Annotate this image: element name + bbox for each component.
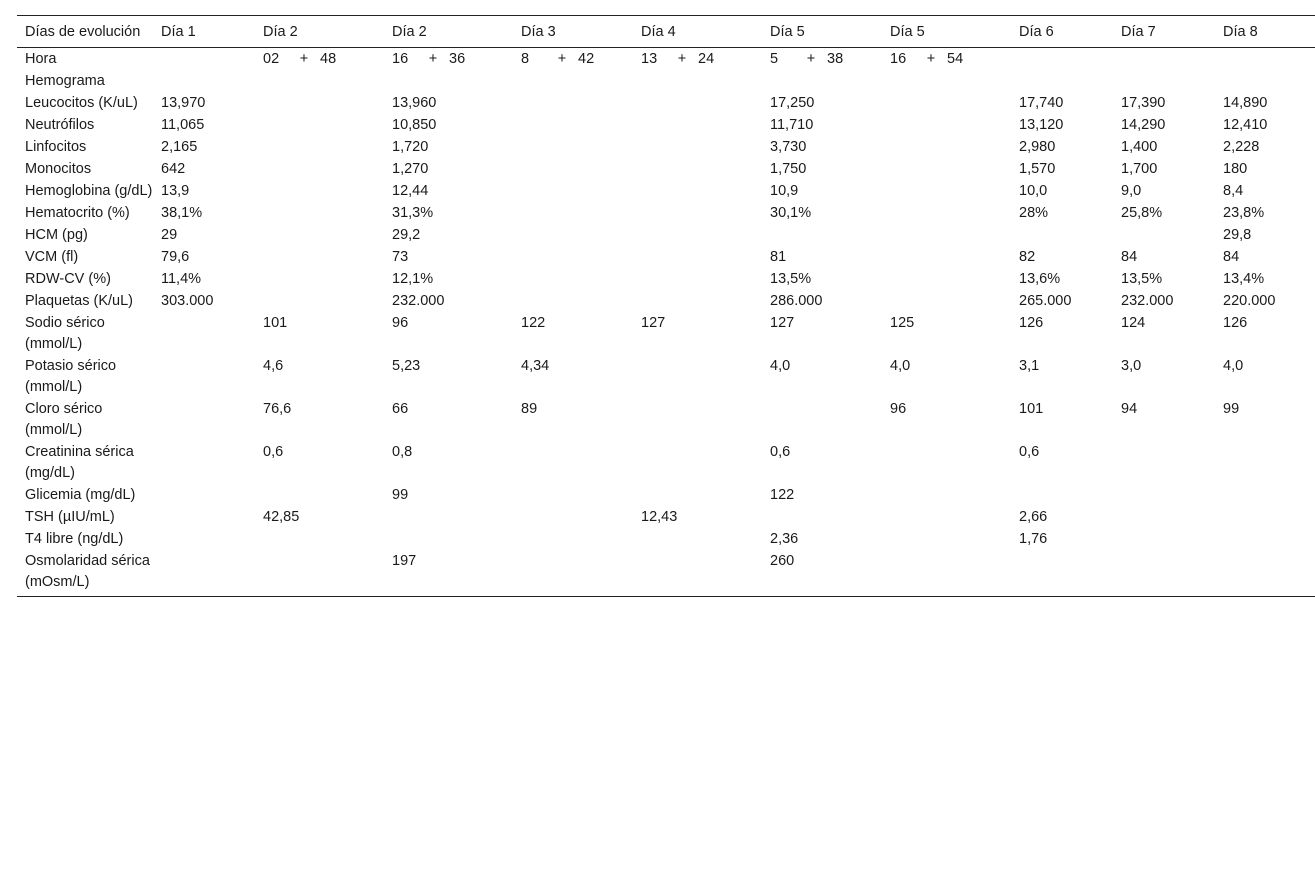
value-cell [882,269,1011,291]
value-cell [513,291,633,313]
value-cell [633,529,762,551]
value-cell: 124 [1121,315,1146,331]
value-cell [255,225,384,247]
value-cell [513,247,633,269]
table-row [17,485,1315,507]
table-row [17,247,1315,269]
header-cell: Días de evolución [25,24,141,40]
value-cell [1011,485,1113,507]
value-cell: 42,85 [263,509,300,525]
value-cell [633,159,762,181]
value-cell [255,529,384,551]
value-cell [255,551,384,597]
row-label: Hematocrito (%) [25,205,130,221]
table-row [17,507,1315,529]
table-row [17,313,1315,356]
row-label: Neutrófilos [25,117,95,133]
time-cell [384,48,513,72]
header-row [17,16,1315,48]
value-cell: 12,410 [1223,117,1268,133]
value-cell: 96 [890,401,907,417]
time-cell [513,48,633,72]
time-hour: 02 [263,51,280,67]
value-cell [513,159,633,181]
time-value [890,49,963,70]
value-cell: 197 [392,553,417,569]
value-cell: 3,1 [1019,358,1040,374]
value-cell [513,93,633,115]
time-plus: + [926,51,936,67]
value-cell: 66 [392,401,409,417]
time-minute: 54 [947,51,964,67]
value-cell: 89 [521,401,538,417]
value-cell [633,485,762,507]
time-hour: 8 [521,51,530,67]
time-hour: 16 [890,51,907,67]
time-cell [762,48,882,72]
header-cell: Día 3 [521,24,556,40]
row-label: Hora [25,51,57,67]
value-cell [1215,485,1315,507]
value-cell [153,507,255,529]
value-cell: 4,0 [770,358,791,374]
value-cell [513,115,633,137]
value-cell [255,181,384,203]
empty-cell [1215,71,1315,93]
value-cell [882,507,1011,529]
value-cell [633,269,762,291]
value-cell: 2,165 [161,139,198,155]
value-cell: 1,750 [770,161,807,177]
empty-cell [633,71,762,93]
value-cell [633,442,762,485]
value-cell: 2,66 [1019,509,1048,525]
table-row [17,291,1315,313]
time-plus: + [677,51,687,67]
value-cell [633,247,762,269]
value-cell: 1,76 [1019,531,1048,547]
row-label: Osmolaridad sérica (mOsm/L) [25,553,150,590]
lab-results-table [17,15,1315,597]
value-cell: 10,9 [770,183,799,199]
value-cell: 84 [1223,249,1240,265]
value-cell [513,529,633,551]
value-cell: 642 [161,161,186,177]
value-cell: 13,120 [1019,117,1064,133]
value-cell [1011,225,1113,247]
value-cell [255,115,384,137]
value-cell: 12,44 [392,183,429,199]
value-cell [633,356,762,399]
value-cell: 30,1% [770,205,812,221]
value-cell: 79,6 [161,249,190,265]
value-cell [882,93,1011,115]
value-cell: 17,390 [1121,95,1166,111]
value-cell: 303.000 [161,293,214,309]
value-cell: 82 [1019,249,1036,265]
value-cell: 13,960 [392,95,437,111]
value-cell: 260 [770,553,795,569]
value-cell: 81 [770,249,787,265]
value-cell: 122 [521,315,546,331]
table-row [17,225,1315,247]
value-cell: 17,740 [1019,95,1064,111]
value-cell: 8,4 [1223,183,1244,199]
value-cell [1113,551,1215,597]
value-cell [1113,225,1215,247]
value-cell: 101 [1019,401,1044,417]
value-cell: 13,4% [1223,271,1265,287]
value-cell: 38,1% [161,205,203,221]
time-plus: + [557,51,567,67]
value-cell: 17,250 [770,95,815,111]
value-cell [1215,551,1315,597]
value-cell [882,551,1011,597]
value-cell: 84 [1121,249,1138,265]
header-cell: Día 4 [641,24,676,40]
value-cell [1113,485,1215,507]
time-minute: 42 [578,51,595,67]
value-cell: 127 [770,315,795,331]
value-cell: 13,6% [1019,271,1061,287]
time-hour: 5 [770,51,779,67]
value-cell [1113,507,1215,529]
value-cell: 10,0 [1019,183,1048,199]
value-cell: 0,8 [392,444,413,460]
value-cell [633,225,762,247]
value-cell [633,551,762,597]
time-plus: + [428,51,438,67]
table-row [17,159,1315,181]
value-cell [882,485,1011,507]
time-hour: 13 [641,51,658,67]
value-cell: 14,890 [1223,95,1268,111]
value-cell [1215,507,1315,529]
value-cell: 29,8 [1223,227,1252,243]
value-cell [513,551,633,597]
table-row [17,137,1315,159]
value-cell: 96 [392,315,409,331]
value-cell: 1,400 [1121,139,1158,155]
value-cell: 232.000 [1121,293,1174,309]
header-cell: Día 7 [1121,24,1156,40]
table-row [17,115,1315,137]
value-cell: 1,720 [392,139,429,155]
time-cell [153,48,255,72]
value-cell [882,115,1011,137]
value-cell [153,313,255,356]
time-row [17,48,1315,72]
time-minute: 38 [827,51,844,67]
value-cell: 0,6 [1019,444,1040,460]
value-cell: 4,6 [263,358,284,374]
value-cell: 5,23 [392,358,421,374]
table-row [17,356,1315,399]
value-cell [882,247,1011,269]
time-value [521,49,594,70]
time-cell [1215,48,1315,72]
value-cell [255,485,384,507]
value-cell: 126 [1223,315,1248,331]
time-plus: + [299,51,309,67]
time-value [641,49,714,70]
value-cell [633,203,762,225]
value-cell [513,507,633,529]
section-row [17,71,1315,93]
value-cell [513,442,633,485]
value-cell [1011,551,1113,597]
value-cell: 2,228 [1223,139,1260,155]
table-row [17,203,1315,225]
row-label: Cloro sérico (mmol/L) [25,401,103,438]
section-label: Hemograma [25,73,105,89]
value-cell: 9,0 [1121,183,1142,199]
value-cell: 101 [263,315,288,331]
time-cell [255,48,384,72]
empty-cell [153,71,255,93]
table-row [17,442,1315,485]
table-row [17,399,1315,442]
value-cell [153,399,255,442]
value-cell [153,551,255,597]
value-cell [633,115,762,137]
time-value [263,49,336,70]
value-cell: 13,970 [161,95,206,111]
value-cell [1215,442,1315,485]
value-cell: 11,4% [161,271,202,287]
header-cell: Día 5 [890,24,925,40]
value-cell [882,203,1011,225]
time-plus: + [806,51,816,67]
empty-cell [1011,71,1113,93]
value-cell: 14,290 [1121,117,1166,133]
time-cell [1011,48,1113,72]
table-row [17,551,1315,597]
value-cell: 0,6 [770,444,791,460]
header-cell: Día 2 [263,24,298,40]
value-cell [255,203,384,225]
value-cell: 29 [161,227,178,243]
row-label: Sodio sérico (mmol/L) [25,315,105,352]
value-cell: 180 [1223,161,1248,177]
value-cell: 12,1% [392,271,434,287]
value-cell [255,137,384,159]
value-cell: 4,0 [1223,358,1244,374]
value-cell: 1,570 [1019,161,1056,177]
value-cell: 11,710 [770,117,814,133]
value-cell [384,507,513,529]
value-cell [882,442,1011,485]
time-cell [1113,48,1215,72]
time-value [392,49,465,70]
value-cell [882,291,1011,313]
row-label: Leucocitos (K/uL) [25,95,138,111]
row-label: Linfocitos [25,139,87,155]
time-value [770,49,843,70]
value-cell [255,159,384,181]
row-label: Hemoglobina (g/dL) [25,183,153,199]
value-cell [153,485,255,507]
empty-cell [762,71,882,93]
table-row [17,269,1315,291]
time-hour: 16 [392,51,409,67]
value-cell [1113,442,1215,485]
value-cell [513,203,633,225]
value-cell [882,225,1011,247]
value-cell: 2,980 [1019,139,1056,155]
value-cell: 76,6 [263,401,292,417]
value-cell: 0,6 [263,444,284,460]
value-cell: 11,065 [161,117,205,133]
time-cell [882,48,1011,72]
value-cell: 29,2 [392,227,421,243]
header-cell: Día 1 [161,24,196,40]
value-cell: 125 [890,315,915,331]
value-cell: 28% [1019,205,1049,221]
value-cell [633,93,762,115]
value-cell [882,137,1011,159]
value-cell [153,442,255,485]
row-label: Plaquetas (K/uL) [25,293,134,309]
table-body [17,48,1315,597]
empty-cell [882,71,1011,93]
empty-cell [1113,71,1215,93]
row-label: TSH (µIU/mL) [25,509,115,525]
value-cell: 12,43 [641,509,678,525]
row-label: RDW-CV (%) [25,271,111,287]
time-minute: 48 [320,51,337,67]
empty-cell [384,71,513,93]
value-cell: 13,9 [161,183,190,199]
value-cell [513,485,633,507]
value-cell [633,181,762,203]
value-cell: 127 [641,315,666,331]
value-cell: 94 [1121,401,1138,417]
header-cell: Día 8 [1223,24,1258,40]
value-cell [153,529,255,551]
row-label: Creatinina sérica (mg/dL) [25,444,134,481]
value-cell [513,225,633,247]
value-cell [762,399,882,442]
value-cell: 1,270 [392,161,429,177]
row-label: Glicemia (mg/dL) [25,487,136,503]
value-cell: 10,850 [392,117,437,133]
lab-results-table-container [17,15,1315,597]
value-cell [255,291,384,313]
value-cell [1215,529,1315,551]
value-cell: 3,730 [770,139,807,155]
value-cell: 3,0 [1121,358,1142,374]
value-cell: 73 [392,249,409,265]
value-cell [153,356,255,399]
table-row [17,181,1315,203]
time-minute: 24 [698,51,715,67]
value-cell [882,529,1011,551]
row-label: Monocitos [25,161,92,177]
value-cell: 122 [770,487,795,503]
value-cell [255,93,384,115]
value-cell: 265.000 [1019,293,1072,309]
value-cell: 4,0 [890,358,911,374]
header-cell: Día 2 [392,24,427,40]
value-cell [762,225,882,247]
value-cell [513,137,633,159]
value-cell [255,247,384,269]
value-cell: 4,34 [521,358,550,374]
value-cell [882,159,1011,181]
value-cell [513,269,633,291]
value-cell [633,399,762,442]
value-cell: 23,8% [1223,205,1265,221]
value-cell [633,291,762,313]
time-minute: 36 [449,51,466,67]
value-cell: 126 [1019,315,1044,331]
table-row [17,93,1315,115]
value-cell [882,181,1011,203]
value-cell [633,137,762,159]
value-cell: 1,700 [1121,161,1158,177]
value-cell [762,507,882,529]
value-cell: 220.000 [1223,293,1276,309]
empty-cell [513,71,633,93]
empty-cell [255,71,384,93]
value-cell: 31,3% [392,205,434,221]
value-cell [513,181,633,203]
value-cell: 25,8% [1121,205,1163,221]
header-cell: Día 6 [1019,24,1054,40]
time-cell [633,48,762,72]
value-cell: 286.000 [770,293,823,309]
value-cell: 99 [392,487,409,503]
value-cell [255,269,384,291]
value-cell: 232.000 [392,293,445,309]
row-label: Potasio sérico (mmol/L) [25,358,117,395]
value-cell: 2,36 [770,531,799,547]
table-row [17,529,1315,551]
value-cell [1113,529,1215,551]
value-cell: 13,5% [770,271,812,287]
header-cell: Día 5 [770,24,805,40]
row-label: T4 libre (ng/dL) [25,531,124,547]
value-cell [384,529,513,551]
row-label: HCM (pg) [25,227,88,243]
value-cell: 99 [1223,401,1240,417]
row-label: VCM (fl) [25,249,79,265]
value-cell: 13,5% [1121,271,1163,287]
